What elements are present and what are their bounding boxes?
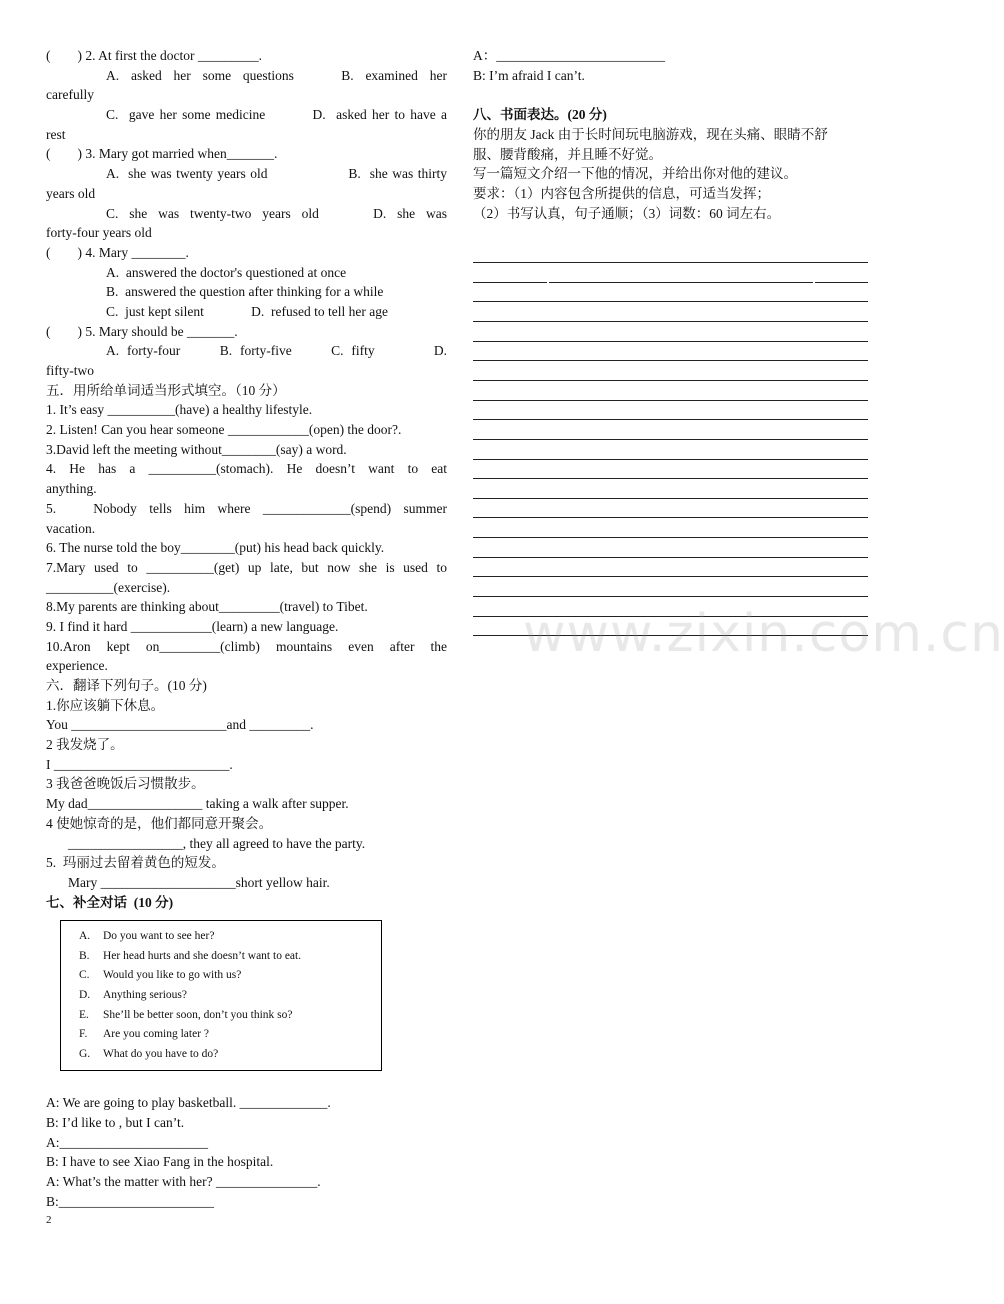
- fill-in-item: 6. The nurse told the boy________(put) his head back quickly.: [46, 540, 385, 556]
- dialogue-line: B: I’d like to , but I can’t.: [46, 1115, 185, 1131]
- option-key: D.: [79, 989, 91, 1002]
- section7-title: 七、补全对话 (10 分): [46, 894, 174, 910]
- fill-in-item: __________(exercise).: [46, 579, 171, 595]
- right-column: [473, 46, 868, 636]
- question-line: forty-four years old: [46, 225, 152, 241]
- option-text: Her head hurts and she doesn’t want to eat.: [103, 949, 302, 962]
- instruction-line: 服、腰背酸痛，并且睡不好觉。: [473, 146, 662, 162]
- dialogue-line: B:_______________________: [46, 1193, 215, 1209]
- question-line: C. just kept silent D. refused to tell her age: [106, 303, 388, 319]
- reading-questions: [46, 46, 447, 381]
- question-line: ( ) 4. Mary ________.: [46, 244, 189, 260]
- fill-in-item: vacation.: [46, 520, 96, 536]
- writing-line[interactable]: [473, 263, 868, 283]
- question-line: ( ) 3. Mary got married when_______.: [46, 146, 278, 162]
- writing-line[interactable]: [473, 440, 868, 460]
- writing-line[interactable]: [473, 381, 868, 401]
- question-line: carefully: [46, 87, 94, 103]
- fill-in-item: 3.David left the meeting without________(say) a word.: [46, 441, 347, 457]
- dialogue-end: [473, 46, 868, 85]
- dialogue-line: A: We are going to play basketball. _____________.: [46, 1095, 331, 1111]
- fill-in-item: 5. Nobody tells him where _____________(spend) summer: [46, 500, 447, 516]
- writing-line[interactable]: [473, 283, 868, 303]
- translation-item: I __________________________.: [46, 756, 233, 772]
- fill-in-item: 10.Aron kept on_________(climb) mountains even after the: [46, 638, 447, 654]
- translation-item: You _______________________and _________.: [46, 717, 314, 733]
- option-text: What do you have to do?: [103, 1047, 219, 1060]
- translation-item: 1.你应该躺下休息。: [46, 697, 165, 713]
- section6-title: 六．翻译下列句子。(10 分): [46, 678, 207, 693]
- translation-item: 5. 玛丽过去留着黄色的短发。: [46, 855, 225, 871]
- option-text: Would you like to go with us?: [103, 969, 242, 982]
- fill-in-item: 4. He has a __________(stomach). He doesn’t want to eat: [46, 461, 447, 477]
- fill-in-item: 1. It’s easy __________(have) a healthy lifestyle.: [46, 402, 313, 418]
- section6-items: [46, 696, 447, 893]
- translation-item: 2 我发烧了。: [46, 737, 124, 753]
- writing-line[interactable]: [473, 322, 868, 342]
- writing-line[interactable]: [473, 401, 868, 421]
- fill-in-item: 9. I find it hard ____________(learn) a new language.: [46, 618, 339, 634]
- fill-in-item: experience.: [46, 658, 108, 674]
- dialogue-option: [79, 1006, 381, 1026]
- dialogue-options-box: [60, 920, 382, 1071]
- fill-in-item: 7.Mary used to __________(get) up late, but now she is used to: [46, 559, 447, 575]
- option-key: B.: [79, 949, 90, 962]
- writing-line[interactable]: [473, 361, 868, 381]
- writing-line[interactable]: [473, 420, 868, 440]
- writing-line[interactable]: [473, 558, 868, 578]
- option-text: Are you coming later ?: [103, 1028, 210, 1041]
- question-line: fifty-two: [46, 363, 94, 378]
- question-line: C. gave her some medicine D. asked her to have a: [106, 107, 447, 123]
- writing-line[interactable]: [473, 460, 868, 480]
- writing-line[interactable]: [473, 577, 868, 597]
- fill-in-item: anything.: [46, 481, 97, 497]
- option-text: She’ll be better soon, don’t you think so?: [103, 1008, 293, 1021]
- writing-line[interactable]: [473, 479, 868, 499]
- watermark: www.zixin.com.cn: [523, 604, 1004, 664]
- section5-items: [46, 400, 447, 676]
- translation-item: 4 使她惊奇的是，他们都同意开聚会。: [46, 815, 273, 831]
- instruction-line: 要求：（1）内容包含所提供的信息，可适当发挥；: [473, 186, 770, 202]
- dialogue-line: A: What’s the matter with her? _______________.: [46, 1174, 321, 1190]
- translation-item: My dad_________________ taking a walk after supper.: [46, 796, 349, 812]
- option-key: A.: [79, 930, 91, 943]
- question-line: A. forty-four B. forty-five C. fifty D.: [106, 343, 447, 359]
- left-column: [46, 46, 447, 1212]
- dialogue-option: [79, 1045, 381, 1065]
- option-key: F.: [79, 1028, 88, 1041]
- question-line: B. answered the question after thinking for a while: [106, 284, 384, 300]
- dialogue-option: [79, 986, 381, 1006]
- instruction-line: （2）书写认真，句子通顺；（3）词数：60 词左右。: [473, 205, 781, 221]
- question-line: A. she was twenty years old B. she was thirty: [106, 166, 447, 182]
- question-line: ( ) 5. Mary should be _______.: [46, 323, 238, 339]
- option-key: G.: [79, 1047, 91, 1060]
- dialogue-option: [79, 947, 381, 967]
- section8-instructions: [473, 125, 868, 223]
- instruction-line: 写一篇短文介绍一下他的情况，并给出你对他的建议。: [473, 166, 797, 182]
- writing-line[interactable]: [473, 342, 868, 362]
- dialogue-option: [79, 927, 381, 947]
- option-text: Anything serious?: [103, 989, 188, 1002]
- dialogue: [46, 1093, 447, 1211]
- dialogue-line: A：_________________________: [473, 48, 665, 63]
- writing-area[interactable]: [473, 244, 868, 637]
- dialogue-line: B: I have to see Xiao Fang in the hospital.: [46, 1154, 274, 1170]
- question-line: years old: [46, 185, 96, 201]
- writing-line[interactable]: [473, 499, 868, 519]
- writing-line[interactable]: [473, 244, 868, 264]
- question-line: rest: [46, 126, 66, 142]
- dialogue-line: A:______________________: [46, 1134, 208, 1150]
- question-line: ( ) 2. At first the doctor _________.: [46, 48, 262, 63]
- question-line: C. she was twenty-two years old D. she was: [106, 205, 447, 221]
- section5-title: 五．用所给单词适当形式填空。（10 分）: [46, 382, 286, 398]
- option-key: C.: [79, 969, 90, 982]
- translation-item: Mary ____________________short yellow hair.: [68, 874, 330, 890]
- writing-line[interactable]: [473, 538, 868, 558]
- dialogue-line: B: I’m afraid I can’t.: [473, 67, 585, 83]
- dialogue-option: [79, 1025, 381, 1045]
- translation-item: 3 我爸爸晚饭后习惯散步。: [46, 776, 205, 792]
- option-text: Do you want to see her?: [103, 930, 215, 943]
- dialogue-option: [79, 966, 381, 986]
- page-number: 2: [46, 1214, 52, 1226]
- section8-title: 八、书面表达。(20 分): [473, 107, 607, 123]
- instruction-line: 你的朋友 Jack 由于长时间玩电脑游戏，现在头痛、眼睛不舒: [473, 127, 828, 143]
- translation-item: _________________, they all agreed to have the party.: [68, 835, 366, 851]
- question-line: A. answered the doctor's questioned at once: [106, 264, 347, 280]
- fill-in-item: 2. Listen! Can you hear someone ____________(open) the door?.: [46, 422, 402, 438]
- writing-line[interactable]: [473, 518, 868, 538]
- fill-in-item: 8.My parents are thinking about_________(travel) to Tibet.: [46, 599, 368, 615]
- question-line: A. asked her some questions B. examined her: [106, 67, 447, 83]
- option-key: E.: [79, 1008, 89, 1021]
- writing-line[interactable]: [473, 302, 868, 322]
